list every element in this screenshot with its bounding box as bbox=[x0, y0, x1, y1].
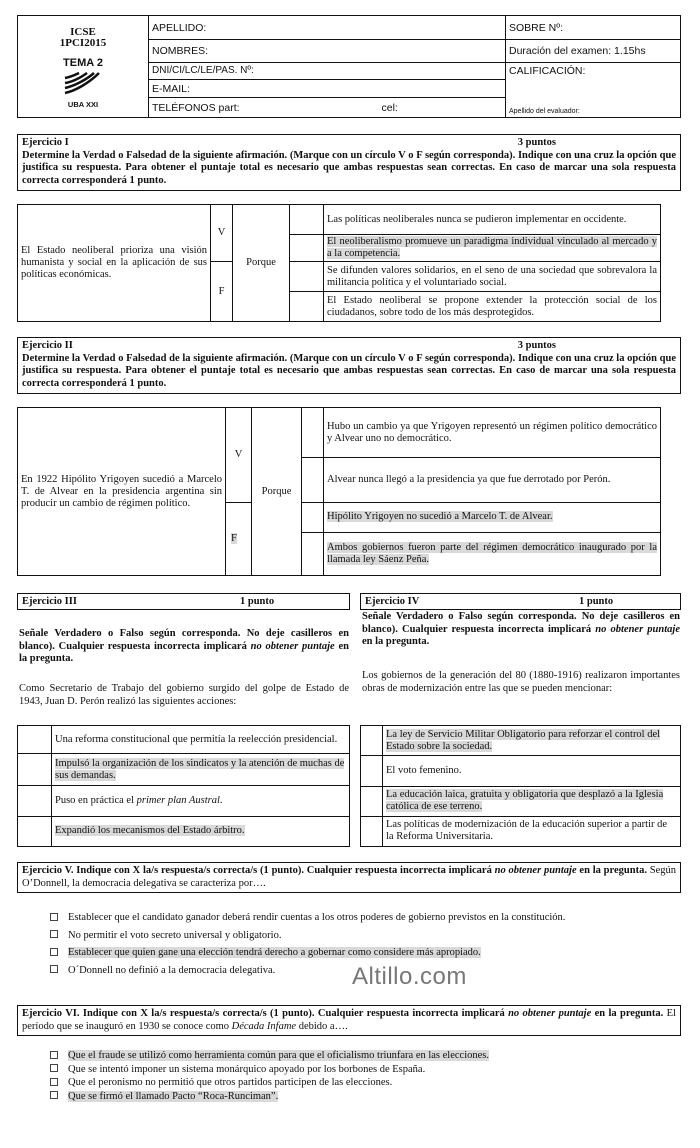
checkbox-icon[interactable] bbox=[50, 1051, 58, 1059]
ex2-check-4[interactable] bbox=[302, 532, 324, 575]
ex3-item-3: Puso en práctica el primer plan Austral. bbox=[52, 786, 350, 816]
ex1-statement: El Estado neoliberal prioriza una visión humanista y social en la aplicación de sus políticas económicas. bbox=[18, 205, 211, 322]
checkbox-icon[interactable] bbox=[50, 913, 58, 921]
ex2-statement: En 1922 Hipólito Yrigoyen sucedió a Marcelo T. de Alvear en la presidencia argentina sin producir un cambio de régimen político. bbox=[18, 408, 226, 576]
ex1-check-3[interactable] bbox=[290, 262, 324, 292]
sobre-field[interactable]: SOBRE Nº: bbox=[506, 16, 681, 40]
ex6-option-2[interactable]: Que se intentó imponer un sistema monárquico apoyado por los borbones de España. bbox=[50, 1063, 680, 1077]
ex1-points: 3 puntos bbox=[517, 137, 556, 148]
ex4-item-4: Las políticas de modernización de la educación superior a partir de la Reforma Universitaria. bbox=[383, 816, 681, 846]
ex2-table bbox=[17, 407, 661, 576]
ex3-header bbox=[17, 593, 350, 610]
ex3-item-2: Impulsó la organización de los sindicatos y la atención de muchas de sus demandas. bbox=[52, 754, 350, 786]
ex1-table bbox=[17, 204, 661, 322]
checkbox-icon[interactable] bbox=[50, 1078, 58, 1086]
ex1-porque: Porque bbox=[233, 205, 290, 322]
ex4-points: 1 punto bbox=[579, 596, 614, 607]
checkbox-icon[interactable] bbox=[50, 948, 58, 956]
ex6-option-4[interactable]: Que se firmó el llamado Pacto “Roca-Runciman”. bbox=[50, 1090, 680, 1104]
ex2-points: 3 puntos bbox=[517, 340, 556, 351]
ex3-points: 1 punto bbox=[240, 596, 275, 607]
checkbox-icon[interactable] bbox=[50, 1091, 58, 1099]
ex3-check-1[interactable] bbox=[18, 726, 52, 754]
ex2-option-1: Hubo un cambio ya que Yrigoyen representó un régimen político democrático y Alvear uno no democrático. bbox=[324, 408, 661, 458]
ex3-check-2[interactable] bbox=[18, 754, 52, 786]
ex5-option-4[interactable]: O´Donnell no definió a la democracia delegativa. bbox=[50, 964, 680, 978]
ex3-table bbox=[17, 725, 350, 847]
ex1-check-1[interactable] bbox=[290, 205, 324, 235]
evaluador-label: Apellido del evaluador: bbox=[509, 108, 580, 115]
ex3-item-4: Expandió los mecanismos del Estado árbitro. bbox=[52, 816, 350, 846]
ex2-porque: Porque bbox=[252, 408, 302, 576]
ex1-title: Ejercicio I bbox=[22, 137, 69, 148]
dni-field[interactable]: DNI/CI/LC/LE/PAS. Nº: bbox=[149, 62, 506, 80]
checkbox-icon[interactable] bbox=[50, 1064, 58, 1072]
watermark: Altillo.com bbox=[352, 963, 467, 990]
ex3-check-4[interactable] bbox=[18, 816, 52, 846]
ex4-header bbox=[360, 593, 681, 610]
ex2-title: Ejercicio II bbox=[22, 340, 73, 351]
ex4-check-4[interactable] bbox=[361, 816, 383, 846]
ex1-v-option[interactable]: V bbox=[211, 205, 233, 262]
calificacion-cell bbox=[506, 62, 681, 117]
ex2-option-4: Ambos gobiernos fueron parte del régimen democrático inaugurado por la llamada ley Sáenz Peña. bbox=[324, 532, 661, 575]
ex6-options bbox=[50, 1049, 680, 1103]
uba-label: UBA XXI bbox=[67, 99, 99, 109]
ex1-check-4[interactable] bbox=[290, 292, 324, 322]
cel-field[interactable]: cel: bbox=[379, 98, 506, 118]
ex1-option-4: El Estado neoliberal se propone extender la protección social de los ciudadanos, sobre todo de los más desprotegidos. bbox=[324, 292, 661, 322]
course-code: 1PCI2015 bbox=[59, 36, 107, 49]
ex4-table bbox=[360, 725, 681, 847]
ex6-option-3[interactable]: Que el peronismo no permitió que otros partidos participen de las elecciones. bbox=[50, 1076, 680, 1090]
ex4-intro: Los gobiernos de la generación del 80 (1880-1916) realizaron importantes obras de modernización entre las que se pueden mencionar: bbox=[362, 670, 680, 694]
ex4-check-1[interactable] bbox=[361, 726, 383, 756]
ex4-item-1: La ley de Servicio Militar Obligatorio para reforzar el control del Estado sobre la sociedad. bbox=[383, 726, 681, 756]
email-field[interactable]: E-MAIL: bbox=[149, 80, 506, 98]
ex1-option-2: El neoliberalismo promueve un paradigma individual vinculado al mercado y a la competencia. bbox=[324, 235, 661, 262]
ex1-header bbox=[17, 134, 681, 191]
ex2-check-1[interactable] bbox=[302, 408, 324, 458]
ex1-option-3: Se difunden valores solidarios, en el seno de una sociedad que sobrevalora la militancia política y el voluntariado social. bbox=[324, 262, 661, 292]
ex2-option-2: Alvear nunca llegó a la presidencia ya que fue derrotado por Perón. bbox=[324, 458, 661, 502]
checkbox-icon[interactable] bbox=[50, 930, 58, 938]
ex3-check-3[interactable] bbox=[18, 786, 52, 816]
ex2-f-option[interactable]: F bbox=[226, 502, 252, 575]
ex2-check-2[interactable] bbox=[302, 458, 324, 502]
tema-label: TEMA 2 bbox=[63, 56, 103, 69]
ex3-title: Ejercicio III bbox=[22, 596, 77, 607]
ex1-check-2[interactable] bbox=[290, 235, 324, 262]
ex1-f-option[interactable]: F bbox=[211, 262, 233, 322]
ex5-header: Ejercicio V. Indique con X la/s respuesta/s correcta/s (1 punto). Cualquier respuesta incorrecta implicará no obtener puntaje en la pregunta. Según O’Donnell, la democracia delegativa se caracteriza por…. bbox=[17, 862, 681, 893]
ex4-item-3: La educación laica, gratuita y obligatoria que desplazó a la Iglesia católica de ese terreno. bbox=[383, 786, 681, 816]
ex2-option-3: Hipólito Yrigoyen no sucedió a Marcelo T. de Alvear. bbox=[324, 502, 661, 532]
ex3-instructions: Señale Verdadero o Falso según corresponda. No deje casilleros en blanco). Cualquier respuesta incorrecta implicará no obtener puntaje en la pregunta. bbox=[19, 628, 349, 664]
ex3-intro: Como Secretario de Trabajo del gobierno surgido del golpe de Estado de 1943, Juan D. Perón realizó las siguientes acciones: bbox=[19, 683, 349, 707]
ex5-option-3[interactable]: Establecer que quien gane una elección tendrá derecho a gobernar como considere más apropiado. bbox=[50, 946, 680, 960]
ex1-option-1: Las políticas neoliberales nunca se pudieron implementar en occidente. bbox=[324, 205, 661, 235]
calificacion-label: CALIFICACIÓN: bbox=[509, 64, 586, 77]
course-name: ICSE bbox=[70, 25, 96, 38]
uba-logo-icon bbox=[61, 71, 105, 97]
ex4-item-2: El voto femenino. bbox=[383, 756, 681, 786]
ex6-header: Ejercicio VI. Indique con X la/s respuesta/s correcta/s (1 punto). Cualquier respuesta incorrecta implicará no obtener puntaje en la pregunta. El período que se inauguró en 1930 se conoce como Década Infame debido a…. bbox=[17, 1005, 681, 1036]
ex4-instructions: Señale Verdadero o Falso según corresponda. No deje casilleros en blanco). Cualquier respuesta incorrecta implicará no obtener puntaje en la pregunta. bbox=[362, 611, 680, 647]
checkbox-icon[interactable] bbox=[50, 965, 58, 973]
telefonos-field[interactable]: TELÉFONOS part: bbox=[149, 98, 379, 118]
ex4-check-2[interactable] bbox=[361, 756, 383, 786]
ex1-instructions: Determine la Verdad o Falsedad de la siguiente afirmación. (Marque con un círculo V o F según corresponda). Indique con una cruz la opción que justifica su respuesta. Para obtener el puntaje total es necesario que ambas respuestas sean correctas. En caso de marcar una sola respuesta correcta corresponderá 1 punto. bbox=[22, 149, 676, 186]
apellido-field[interactable]: APELLIDO: bbox=[149, 16, 506, 40]
ex2-instructions: Determine la Verdad o Falsedad de la siguiente afirmación. (Marque con un círculo V o F según corresponda). Indique con una cruz la opción que justifica su respuesta. Para obtener el puntaje total es necesario que ambas respuestas sean correctas. En caso de marcar una sola respuesta correcta corresponderá 1 punto. bbox=[22, 352, 676, 389]
header-logo-cell bbox=[18, 16, 149, 118]
ex4-title: Ejercicio IV bbox=[365, 596, 420, 607]
ex2-v-option[interactable]: V bbox=[226, 408, 252, 503]
ex5-option-1[interactable]: Establecer que el candidato ganador deberá rendir cuentas a los otros poderes de gobierno previstos en la constitución. bbox=[50, 911, 680, 925]
duracion-label: Duración del examen: 1.15hs bbox=[506, 40, 681, 62]
ex2-check-3[interactable] bbox=[302, 502, 324, 532]
ex2-header bbox=[17, 337, 681, 394]
ex6-option-1[interactable]: Que el fraude se utilizó como herramienta común para que el oficialismo triunfara en las elecciones. bbox=[50, 1049, 680, 1063]
ex3-item-1: Una reforma constitucional que permitía la reelección presidencial. bbox=[52, 726, 350, 754]
header-table bbox=[17, 15, 681, 118]
ex4-check-3[interactable] bbox=[361, 786, 383, 816]
nombres-field[interactable]: NOMBRES: bbox=[149, 40, 506, 62]
ex5-option-2[interactable]: No permitir el voto secreto universal y obligatorio. bbox=[50, 929, 680, 943]
